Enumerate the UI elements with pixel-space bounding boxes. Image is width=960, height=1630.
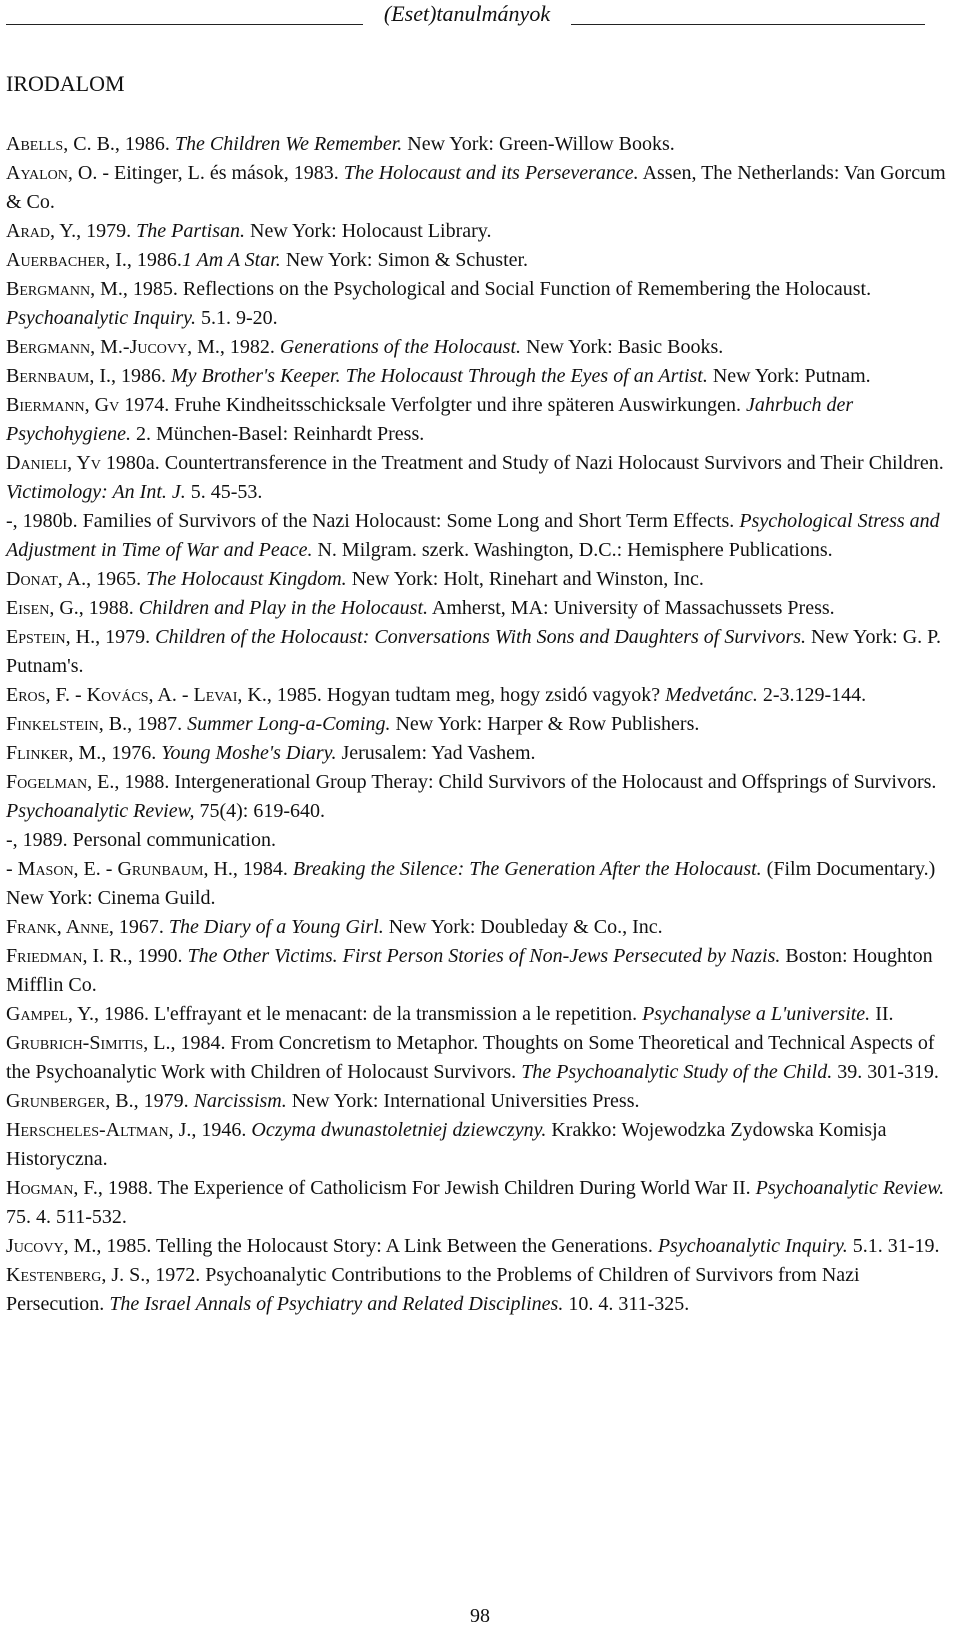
reference-details: 75. 4. 511-532. <box>6 1206 127 1228</box>
reference-text: , 1985. Hogyan tudtam meg, hogy zsidó vagyok? <box>266 684 666 706</box>
reference-author: Kestenberg, J. S. <box>6 1264 146 1286</box>
reference-author: Jucovy, M. <box>6 1235 97 1257</box>
reference-title: Psychoanalytic Review, <box>6 800 195 822</box>
reference-title: Summer Long-a-Coming. <box>187 713 391 735</box>
reference-text: , 1946. <box>191 1119 252 1141</box>
reference-text: , 1982. <box>219 336 280 358</box>
reference-title: Narcissism. <box>193 1090 287 1112</box>
reference-author: Eisen, G. <box>6 597 79 619</box>
reference-details: New York: International Universities Press. <box>286 1090 640 1112</box>
reference-entry <box>6 333 954 362</box>
reference-entry <box>6 739 954 768</box>
reference-text: , 1984. <box>232 858 293 880</box>
reference-entry <box>6 362 954 391</box>
reference-text: 1974. Fruhe Kindheitsschicksale Verfolgter und ihre späteren Auswirkungen. <box>119 394 746 416</box>
reference-details: New York: Holt, Rinehart and Winston, Inc. <box>346 568 704 590</box>
reference-author: Friedman, I. R. <box>6 945 128 967</box>
reference-text: , 1988. <box>78 597 139 619</box>
reference-text: -, 1980b. Families of Survivors of the Nazi Holocaust: Some Long and Short Term Effects. <box>6 510 740 532</box>
reference-title: Children and Play in the Holocaust. <box>138 597 429 619</box>
reference-text: , 1986. <box>126 249 182 271</box>
reference-entry <box>6 623 954 681</box>
reference-details: Boston: Houghton Mifflin Co. <box>6 945 933 996</box>
reference-details: Jerusalem: Yad Vashem. <box>336 742 536 764</box>
reference-entry <box>6 275 954 333</box>
reference-entry <box>6 217 954 246</box>
reference-entry <box>6 159 954 217</box>
reference-entry <box>6 1174 954 1232</box>
reference-details: Amherst, MA: University of Massachussets Press. <box>428 597 835 619</box>
reference-details: 5.1. 31-19. <box>847 1235 940 1257</box>
reference-entry <box>6 1000 954 1029</box>
reference-details: New York: Basic Books. <box>521 336 724 358</box>
reference-details: New York: Holocaust Library. <box>245 220 492 242</box>
reference-text: , 1985. Telling the Holocaust Story: A Link Between the Generations. <box>96 1235 658 1257</box>
reference-author: Bernbaum, I. <box>6 365 112 387</box>
reference-author: Auerbacher, I. <box>6 249 127 271</box>
reference-text: , 1979. <box>76 220 137 242</box>
reference-details: 2-3.129-144. <box>757 684 867 706</box>
reference-entry <box>6 449 954 507</box>
reference-author: - Mason, E. - Grunbaum, H. <box>6 858 233 880</box>
reference-author: Flinker, M. <box>6 742 102 764</box>
reference-title: The Psychoanalytic Study of the Child. <box>521 1061 833 1083</box>
reference-author: Gampel, Y. <box>6 1003 95 1025</box>
reference-title: My Brother's Keeper. The Holocaust Through the Eyes of an Artist. <box>171 365 708 387</box>
reference-text: - Eitinger, L. és mások, 1983. <box>97 162 344 184</box>
reference-title: The Holocaust and its Perseverance. <box>343 162 639 184</box>
running-header <box>0 0 960 30</box>
reference-text: -, 1989. Personal communication. <box>6 829 276 851</box>
reference-text: , 1986. <box>114 133 175 155</box>
reference-details: 2. München-Basel: Reinhardt Press. <box>130 423 425 445</box>
reference-entry <box>6 942 954 1000</box>
reference-text: , 1984. From Concretism to Metaphor. Thoughts on Some Theoretical and Technical Aspects of the Psychoanalytic Work with Children of Holocaust Survivors. <box>6 1032 935 1083</box>
reference-title: The Partisan. <box>136 220 246 242</box>
reference-entry <box>6 710 954 739</box>
reference-title: Psychological Stress and Adjustment in Time of War and Peace. <box>6 510 940 561</box>
header-title: (Eset)tanulmányok <box>383 1 551 26</box>
reference-author: Fogelman, E. <box>6 771 115 793</box>
reference-entry <box>6 768 954 826</box>
reference-author: Herscheles-Altman, J. <box>6 1119 192 1141</box>
header-rule-right <box>571 24 925 25</box>
reference-entry <box>6 391 954 449</box>
reference-details: New York: Putnam. <box>707 365 871 387</box>
reference-author: Danieli, Yv <box>6 452 101 474</box>
reference-title: Generations of the Holocaust. <box>279 336 522 358</box>
reference-entry <box>6 1232 954 1261</box>
reference-entry <box>6 1029 954 1087</box>
reference-author: Finkelstein, B. <box>6 713 128 735</box>
reference-title: Psychoanalytic Inquiry. <box>657 1235 848 1257</box>
reference-text: , 1986. L'effrayant et le menacant: de la transmission a le repetition. <box>94 1003 643 1025</box>
reference-details: New York: Green-Willow Books. <box>402 133 675 155</box>
reference-title: 1 Am A Star. <box>181 249 281 271</box>
reference-list <box>6 130 954 1319</box>
reference-entry <box>6 1087 954 1116</box>
reference-details: II. <box>870 1003 894 1025</box>
reference-author: Epstein, H. <box>6 626 96 648</box>
reference-author: Arad, Y. <box>6 220 77 242</box>
reference-details: Krakko: Wojewodzka Zydowska Komisja Historyczna. <box>6 1119 887 1170</box>
reference-text: , 1988. The Experience of Catholicism For Jewish Children During World War II. <box>97 1177 756 1199</box>
reference-details: New York: Harper & Row Publishers. <box>390 713 700 735</box>
reference-author: Ayalon, O. <box>6 162 98 184</box>
reference-text: , 1965. <box>86 568 147 590</box>
reference-author: Frank, Anne <box>6 916 109 938</box>
reference-details: 5. 45-53. <box>185 481 263 503</box>
reference-text: , 1979. <box>95 626 156 648</box>
reference-details: Assen, The Netherlands: Van Gorcum & Co. <box>6 162 946 213</box>
reference-text: , 1987. <box>127 713 188 735</box>
header-rule-left <box>6 24 363 25</box>
section-title: IRODALOM <box>6 71 125 96</box>
reference-author: Grunberger, B. <box>6 1090 134 1112</box>
reference-title: Victimology: An Int. J. <box>6 481 186 503</box>
reference-title: The Other Victims. First Person Stories of Non-Jews Persecuted by Nazis. <box>187 945 781 967</box>
reference-title: Psychanalyse a L'universite. <box>642 1003 871 1025</box>
reference-title: Oczyma dwunastoletniej dziewczyny. <box>251 1119 547 1141</box>
reference-title: The Holocaust Kingdom. <box>146 568 347 590</box>
reference-entry <box>6 826 954 855</box>
reference-author: Bergmann, M.-Jucovy, M. <box>6 336 220 358</box>
reference-text: 1980a. Countertransference in the Treatment and Study of Nazi Holocaust Survivors and Their Children. <box>100 452 944 474</box>
reference-text: , 1985. Reflections on the Psychological and Social Function of Remembering the Holocaust. <box>122 278 872 300</box>
reference-details: 75(4): 619-640. <box>194 800 325 822</box>
reference-author: Biermann, Gv <box>6 394 120 416</box>
reference-entry <box>6 913 954 942</box>
reference-details: 5.1. 9-20. <box>195 307 278 329</box>
reference-title: Medvetánc. <box>665 684 758 706</box>
reference-text: , 1967. <box>108 916 169 938</box>
reference-details: New York: G. P. Putnam's. <box>6 626 942 677</box>
reference-text: , 1972. Psychoanalytic Contributions to the Problems of Children of Survivors from Nazi Persecution. <box>6 1264 860 1315</box>
page-number: 98 <box>470 1605 490 1627</box>
reference-title: The Children We Remember. <box>174 133 403 155</box>
reference-title: Children of the Holocaust: Conversations With Sons and Daughters of Survivors. <box>155 626 807 648</box>
reference-title: Breaking the Silence: The Generation After the Holocaust. <box>292 858 762 880</box>
reference-text: , 1979. <box>133 1090 194 1112</box>
reference-details: 39. 301-319. <box>832 1061 939 1083</box>
reference-author: Grubrich-Simitis, L. <box>6 1032 171 1054</box>
reference-author: Hogman, F. <box>6 1177 98 1199</box>
reference-title: Psychoanalytic Inquiry. <box>6 307 196 329</box>
reference-title: Psychoanalytic Review. <box>755 1177 945 1199</box>
reference-text: , 1990. <box>127 945 188 967</box>
reference-details: (Film Documentary.) New York: Cinema Guild. <box>6 858 936 909</box>
reference-title: The Diary of a Young Girl. <box>168 916 384 938</box>
reference-title: Young Moshe's Diary. <box>161 742 337 764</box>
reference-entry <box>6 681 954 710</box>
reference-entry <box>6 1261 954 1319</box>
reference-details: New York: Doubleday & Co., Inc. <box>383 916 663 938</box>
reference-details: 10. 4. 311-325. <box>563 1293 690 1315</box>
reference-author: Eros, F. - Kovács, A. - Levai, K. <box>6 684 267 706</box>
reference-entry <box>6 594 954 623</box>
reference-entry <box>6 507 954 565</box>
reference-entry <box>6 1116 954 1174</box>
reference-author: Donat, A. <box>6 568 87 590</box>
reference-title: Jahrbuch der Psychohygiene. <box>6 394 854 445</box>
reference-text: , 1976. <box>101 742 162 764</box>
reference-entry <box>6 565 954 594</box>
reference-author: Bergmann, M. <box>6 278 123 300</box>
reference-details: New York: Simon & Schuster. <box>280 249 529 271</box>
reference-entry <box>6 246 954 275</box>
reference-title: The Israel Annals of Psychiatry and Related Disciplines. <box>109 1293 564 1315</box>
reference-entry <box>6 855 954 913</box>
reference-entry <box>6 130 954 159</box>
reference-details: N. Milgram. szerk. Washington, D.C.: Hemisphere Publications. <box>312 539 833 561</box>
reference-author: Abells, C. B. <box>6 133 115 155</box>
reference-text: , 1986. <box>111 365 172 387</box>
reference-text: , 1988. Intergenerational Group Theray: Child Survivors of the Holocaust and Offsprings of Survivors. <box>114 771 937 793</box>
